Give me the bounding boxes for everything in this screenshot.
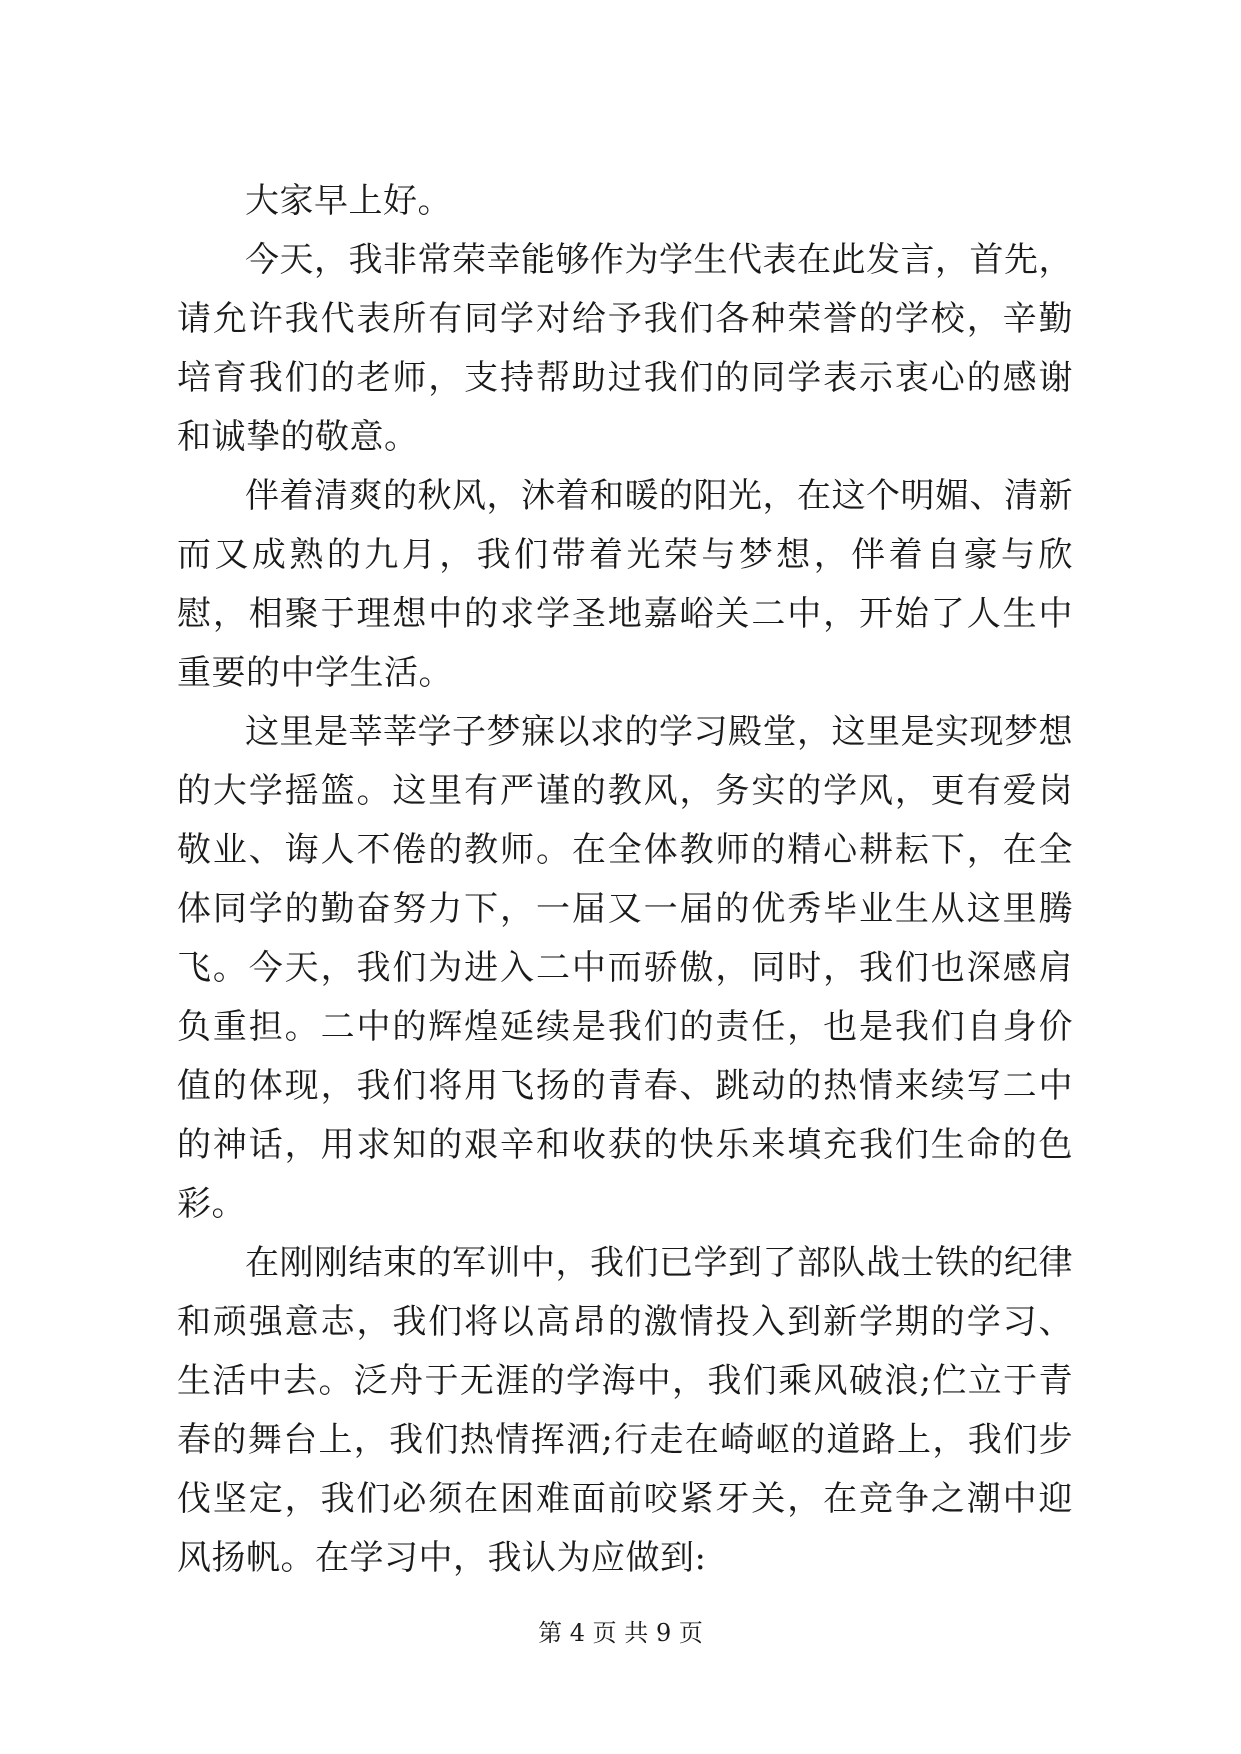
paragraph-opening: 今天，我非常荣幸能够作为学生代表在此发言，首先，请允许我代表所有同学对给予我们各种荣誉的学校，辛勤培育我们的老师，支持帮助过我们的同学表示衷心的感谢和诚挚的敬意。 bbox=[177, 240, 1073, 457]
document-body bbox=[177, 172, 1073, 1588]
paragraph-military-training: 在刚刚结束的军训中，我们已学到了部队战士铁的纪律和顽强意志，我们将以高昂的激情投入到新学期的学习、生活中去。泛舟于无涯的学海中，我们乘风破浪;伫立于青春的舞台上，我们热情挥洒;行走在崎岖的道路上，我们步伐坚定，我们必须在困难面前咬紧牙关，在竞争之潮中迎风扬帆。在学习中，我认为应做到: bbox=[177, 1243, 1073, 1578]
paragraph-greeting: 大家早上好。 bbox=[245, 181, 452, 221]
paragraph-school: 这里是莘莘学子梦寐以求的学习殿堂，这里是实现梦想的大学摇篮。这里有严谨的教风，务实的学风，更有爱岗敬业、诲人不倦的教师。在全体教师的精心耕耘下，在全体同学的勤奋努力下，一届又一届的优秀毕业生从这里腾飞。今天，我们为进入二中而骄傲，同时，我们也深感肩负重担。二中的辉煌延续是我们的责任，也是我们自身价值的体现，我们将用飞扬的青春、跳动的热情来续写二中的神话，用求知的艰辛和收获的快乐来填充我们生命的色彩。 bbox=[177, 712, 1073, 1224]
paragraph-autumn: 伴着清爽的秋风，沐着和暖的阳光，在这个明媚、清新而又成熟的九月，我们带着光荣与梦想，伴着自豪与欣慰，相聚于理想中的求学圣地嘉峪关二中，开始了人生中重要的中学生活。 bbox=[177, 476, 1073, 693]
page-number-footer: 第 4 页 共 9 页 bbox=[538, 1619, 703, 1647]
